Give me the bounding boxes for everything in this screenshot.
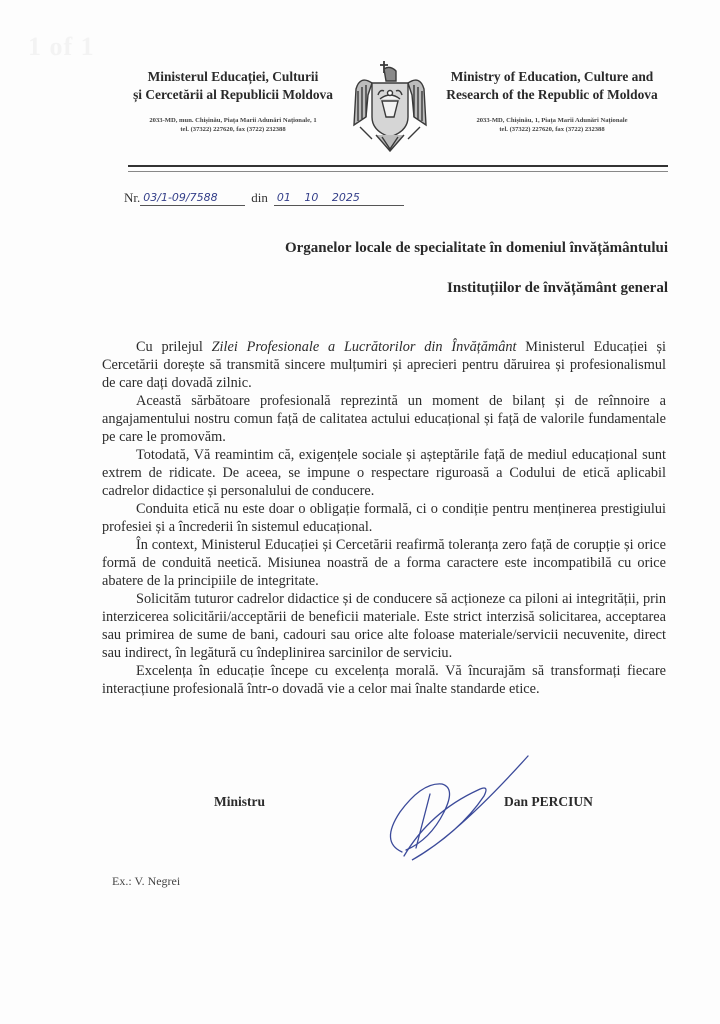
- ministry-address-ro: [118, 116, 348, 134]
- addressee-institutions: Instituțiilor de învățământ general: [447, 280, 668, 296]
- body-paragraph-2: Această sărbătoare profesională reprezintă un moment de bilanț și de reînnoire a angajamentului nostru comun față de calitatea actului educațional și față de valorile fundamentale pe care le promovăm.: [102, 393, 666, 445]
- ministry-name-en-line2: Research of the Republic of Moldova: [446, 87, 658, 102]
- body-paragraph-1: [102, 338, 666, 392]
- paragraph-1-start: Cu prilejul: [136, 339, 212, 355]
- executor-note: Ex.: V. Negrei: [112, 874, 181, 888]
- coat-of-arms-icon: [350, 55, 430, 155]
- address-en-line2: tel. (37322) 227620, fax (3722) 232388: [499, 126, 605, 133]
- letterhead-divider: [128, 165, 668, 172]
- address-ro-line1: 2033-MD, mun. Chișinău, Piața Marii Adunări Naționale, 1: [149, 117, 317, 124]
- registration-date-value: 01 10 2025: [274, 191, 404, 206]
- body-paragraph-6: Solicităm tuturor cadrelor didactice și de conducere să acționeze ca piloni ai integrității, prin interzicerea solicitării/acceptării de beneficii materiale. Este strict interzisă solicitarea, acceptarea sau primirea de sume de bani, cadouri sau orice alte foloase materiale/servicii necuvenite, direct sau indirect, în legătură cu îndeplinirea sarcinilor de serviciu.: [102, 591, 666, 661]
- body-paragraph-3: Totodată, Vă reamintim că, exigențele sociale și așteptările față de mediul educațional sunt extrem de ridicate. De aceea, se impune o respectare riguroasă a Codului de etică aplicabil cadrelor didactice și personalului de conducere.: [102, 447, 666, 499]
- holiday-name: Zilei Profesionale a Lucrătorilor din Învățământ: [211, 339, 517, 355]
- signatory-role: Ministru: [214, 794, 266, 809]
- ministry-name-en-line1: Ministry of Education, Culture and: [450, 69, 654, 84]
- paragraph-1-end: Ministerul Educației și Cercetării dorește să transmită sincere mulțumiri și aprecieri pentru dăruirea și profesionalismul de care dați dovadă zilnic.: [102, 339, 667, 391]
- addressee-local-bodies: Organelor locale de specialitate în domeniul învățământului: [284, 240, 668, 256]
- ministry-name-ro-line2: și Cercetării al Republicii Moldova: [133, 87, 333, 102]
- ministry-address-en: [432, 116, 672, 134]
- body-paragraph-5: În context, Ministerul Educației și Cercetării reafirmă toleranța zero față de corupție și orice formă de conduită neetică. Misiunea noastră de a forma caractere este incompatibilă cu orice abatere de la principiile de integritate.: [102, 537, 666, 589]
- signature-icon: [360, 752, 530, 872]
- registration-number-value: 03/1-09/7588: [140, 191, 245, 206]
- address-en-line1: 2033-MD, Chișinău, 1, Piața Marii Adunări Naționale: [476, 117, 628, 124]
- body-paragraph-4: Conduita etică nu este doar o obligație formală, ci o condiție pentru menținerea prestigiului profesiei și a încrederii în sistemul educațional.: [102, 501, 666, 535]
- address-ro-line2: tel. (37322) 227620, fax (3722) 232388: [180, 126, 286, 133]
- letter-body: [102, 338, 666, 698]
- registration-number-label: Nr.: [124, 190, 141, 205]
- registration-line: [124, 190, 404, 206]
- letterhead-romanian: [118, 68, 348, 134]
- ministry-name-ro-line1: Ministerul Educației, Culturii: [147, 69, 319, 84]
- signatory-name: Dan PERCIUN: [504, 794, 593, 809]
- registration-date-label: din: [251, 190, 268, 205]
- body-paragraph-7: Excelența în educație începe cu excelența morală. Vă încurajăm să transformați fiecare interacțiune profesională într-o dovadă vie a celor mai înalte standarde etice.: [102, 663, 666, 697]
- page-count-watermark: 1 of 1: [28, 32, 95, 61]
- letterhead-english: [432, 68, 672, 134]
